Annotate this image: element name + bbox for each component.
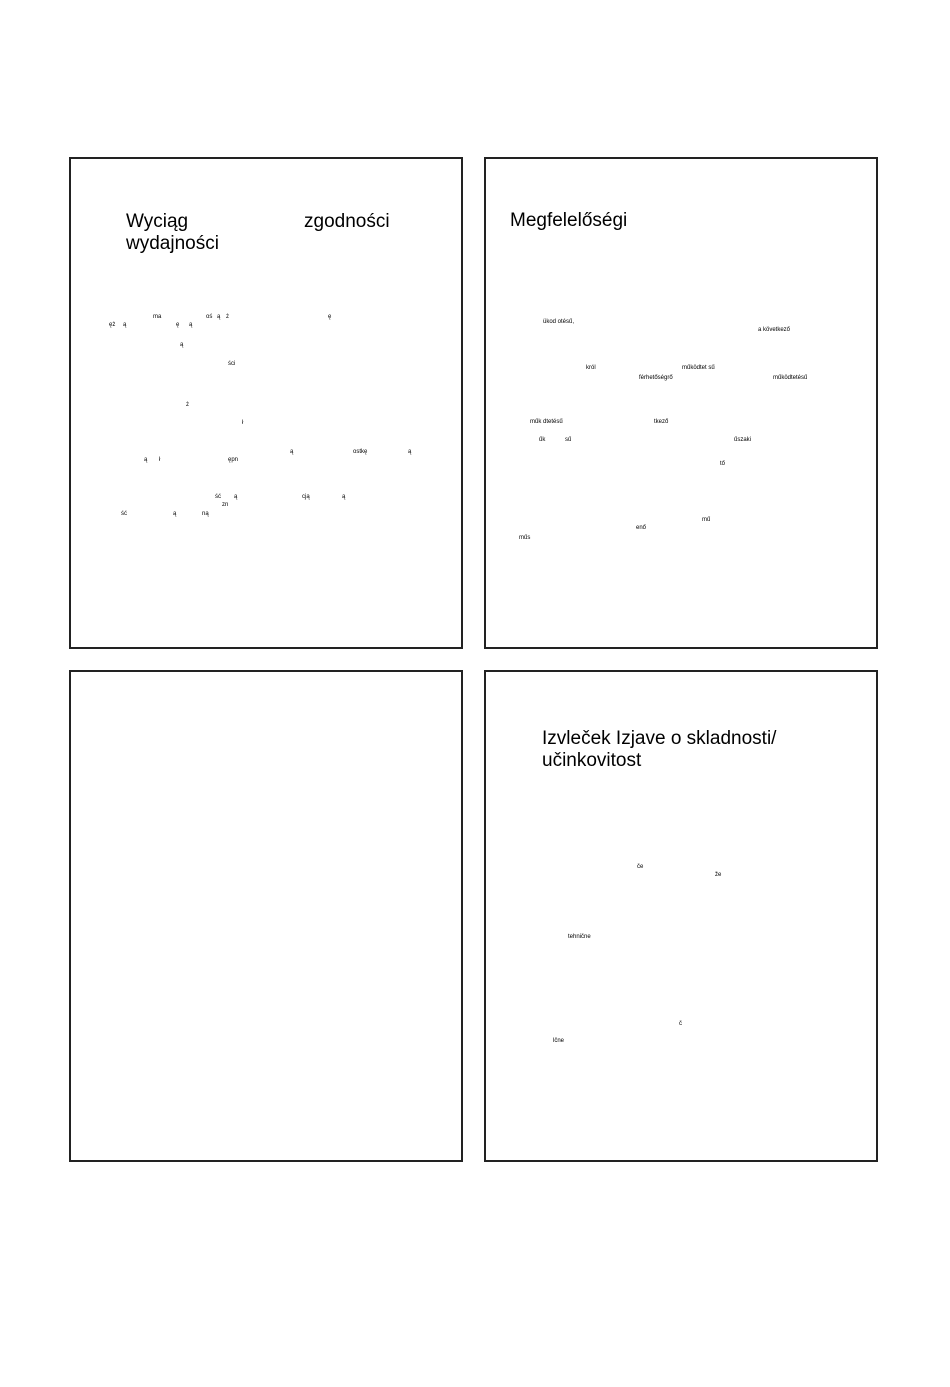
text-fragment: ą	[217, 314, 221, 320]
panel-title-line1-end: zgodności	[304, 211, 390, 232]
text-fragment: sű	[565, 437, 572, 443]
text-fragment: ść	[215, 494, 221, 500]
text-fragment: ą	[144, 457, 148, 463]
text-fragment: ę	[176, 322, 180, 328]
declaration-panel-blank	[69, 670, 463, 1162]
text-fragment: ęż	[109, 322, 116, 328]
text-fragment: tő	[720, 461, 726, 467]
text-fragment: že	[715, 872, 722, 878]
text-fragment: ą	[180, 342, 184, 348]
text-fragment: ną	[202, 511, 209, 517]
text-fragment: ż	[186, 402, 189, 408]
declaration-panel-slovenian	[484, 670, 878, 1162]
text-fragment: ę	[328, 314, 332, 320]
text-fragment: ą	[408, 449, 412, 455]
text-fragment: ostkę	[353, 449, 368, 455]
text-fragment: król	[586, 365, 596, 371]
text-fragment: ą	[234, 494, 238, 500]
panel-title-line1: Izvleček Izjave o skladnosti/	[542, 728, 777, 749]
text-fragment: ą	[290, 449, 294, 455]
panel-title-line1-start: Wyciąg	[126, 211, 189, 232]
text-fragment: ą	[342, 494, 346, 500]
text-fragment: ści	[228, 361, 236, 367]
text-fragment: működtet sű	[682, 365, 715, 371]
text-fragment: műs	[519, 535, 531, 541]
text-fragment: mű	[702, 517, 711, 523]
text-fragment: ł	[159, 457, 161, 463]
text-fragment: ępn	[228, 457, 239, 463]
text-fragment: a következő	[758, 327, 791, 333]
text-fragment: műk dtetésű	[530, 419, 563, 425]
text-fragment: tehnične	[568, 934, 591, 940]
text-fragment: ż	[226, 314, 229, 320]
declaration-panel-hungarian	[484, 157, 878, 649]
text-fragment: ą	[173, 511, 177, 517]
text-fragment: če	[637, 864, 644, 870]
text-fragment: oś	[206, 314, 213, 320]
text-fragment: működtetésű	[773, 375, 808, 381]
panel-title-line2: wydajności	[126, 233, 219, 254]
text-fragment: ma	[153, 314, 162, 320]
text-fragment: lčne	[553, 1038, 565, 1044]
text-fragment: ą	[123, 322, 127, 328]
text-fragment: űk	[539, 437, 546, 443]
declaration-panel-polish	[69, 157, 463, 649]
text-fragment: ł	[242, 420, 244, 426]
text-fragment: enő	[636, 525, 647, 531]
text-fragment: ść	[121, 511, 127, 517]
text-fragment: ükod otésű,	[543, 319, 575, 325]
text-fragment: cją	[302, 494, 310, 500]
text-fragment: űszaki	[734, 437, 752, 443]
text-fragment: tkező	[654, 419, 669, 425]
text-fragment: férhetőségrő	[639, 375, 673, 381]
panel-title: Megfelelőségi	[510, 210, 628, 231]
text-fragment: ą	[189, 322, 193, 328]
text-fragment: zn	[222, 502, 229, 508]
panel-title-line2: učinkovitost	[542, 750, 642, 771]
text-fragment: č	[679, 1021, 682, 1027]
